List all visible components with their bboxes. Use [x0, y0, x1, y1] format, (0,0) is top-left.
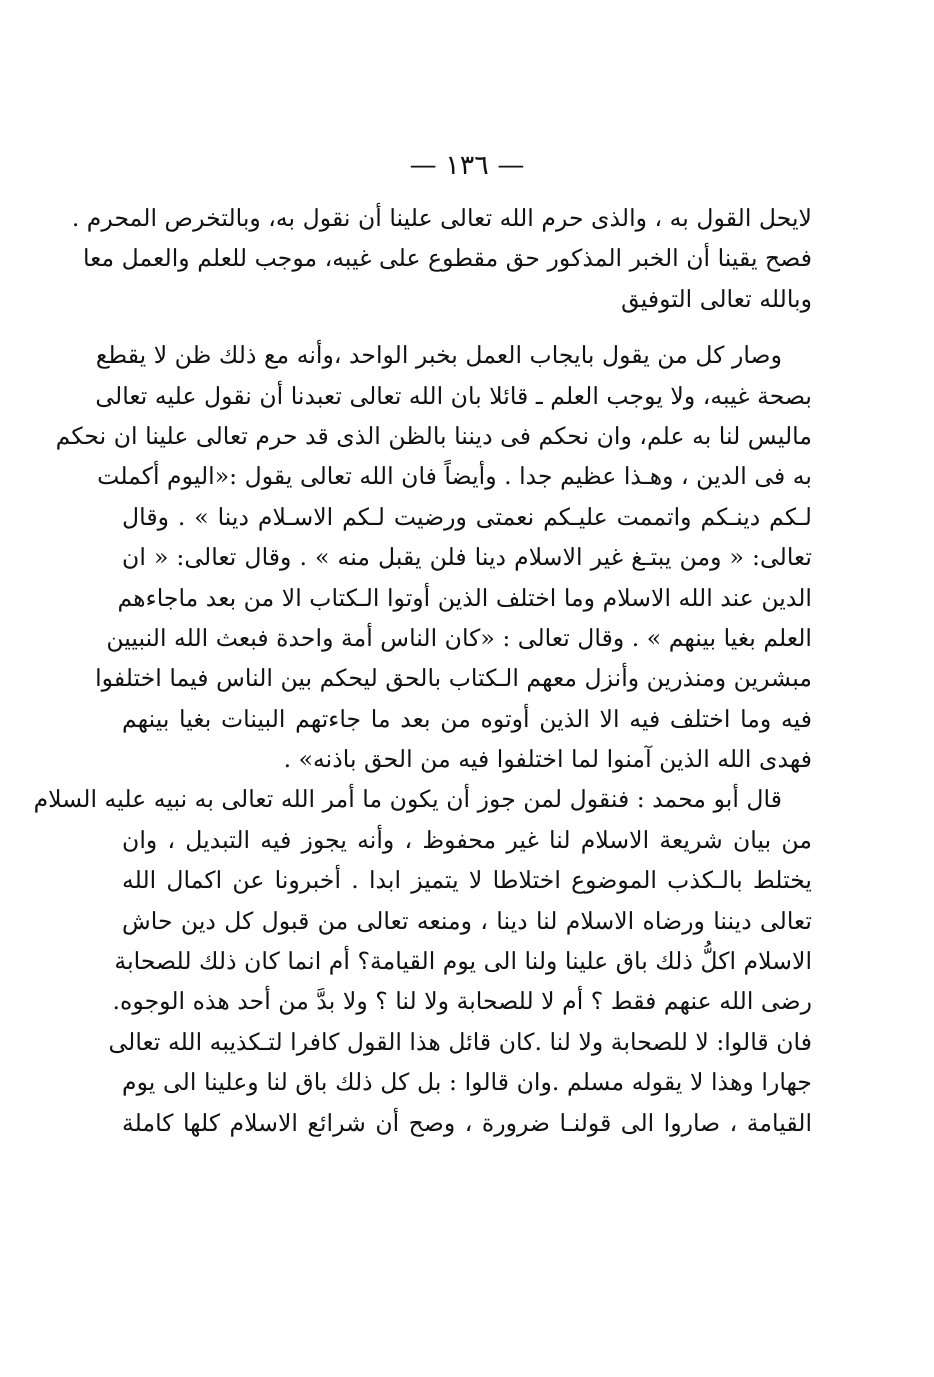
- text-line: القيامة ، صاروا الى قولنـا ضرورة ، وصح أن شرائع الاسلام كلها كاملة: [122, 1108, 812, 1137]
- text-line: فيه وما اختلف فيه الا الذين أوتوه من بعد ما جاءتهم البينات بغيا بينهم: [122, 704, 812, 733]
- text-line: يختلط بالـكذب الموضوع اختلاطا لا يتميز ابدا . أخبرونا عن اكمال الله: [122, 866, 812, 895]
- paragraph-2: [55, 335, 812, 779]
- text-line: لايحل القول به ، والذى حرم الله تعالى علينا أن نقول به، وبالتخرص المحرم .: [71, 204, 812, 232]
- text-line: وبالله تعالى التوفيق: [621, 284, 812, 313]
- text-line: بصحة غيبه، ولا يوجب العلم ـ قائلا بان الله تعالى تعبدنا أن نقول عليه تعالى: [95, 381, 812, 410]
- text-line: تعالى: « ومن يبتـغ غير الاسلام دينا فلن يقبل منه » . وقال تعالى: « ان: [122, 543, 812, 572]
- text-line: وصار كل من يقول بايجاب العمل بخبر الواحد ،وأنه مع ذلك ظن لا يقطع: [95, 341, 782, 370]
- text-line: لـكم دينـكم واتممت عليـكم نعمتى ورضيت لـكم الاسـلام دينا » . وقال: [122, 502, 812, 531]
- paragraph-1: [71, 198, 812, 319]
- text-line: رضى الله عنهم فقط ؟ أم لا للصحابة ولا لنا ؟ ولا بدَّ من أحد هذه الوجوه.: [112, 987, 812, 1016]
- text-line: قال أبو محمد : فنقول لمن جوز أن يكون ما أمر الله تعالى به نبيه عليه السلام: [33, 785, 782, 814]
- page-number: — ١٣٦ —: [409, 150, 525, 181]
- text-line: به فى الدين ، وهـذا عظيم جدا . وأيضاً فان الله تعالى يقول :«اليوم أكملت: [97, 462, 812, 491]
- text-line: الدين عند الله الاسلام وما اختلف الذين أوتوا الـكتاب الا من بعد ماجاءهم: [117, 583, 812, 612]
- text-line: مبشرين ومنذرين وأنزل معهم الـكتاب بالحق ليحكم بين الناس فيما اختلفوا: [95, 664, 812, 693]
- text-line: فصح يقينا أن الخبر المذكور حق مقطوع على غيبه، موجب للعلم والعمل معا: [82, 244, 812, 273]
- text-line: تعالى ديننا ورضاه الاسلام لنا دينا ، ومنعه تعالى من قبول كل دين حاش: [122, 906, 812, 935]
- paragraph-3: [33, 779, 812, 1143]
- text-line: فان قالوا: لا للصحابة ولا لنا .كان قائل هذا القول كافرا لتـكذيبه الله تعالى: [108, 1027, 812, 1056]
- text-line: الاسلام اكلُّ ذلك باق علينا ولنا الى يوم القيامة؟ أم انما كان ذلك للصحابة: [114, 947, 812, 976]
- text-line: ماليس لنا به علم، وان نحكم فى ديننا بالظن الذى قد حرم تعالى علينا ان نحكم: [55, 421, 812, 450]
- text-line: من بيان شريعة الاسلام لنا غير محفوظ ، وأنه يجوز فيه التبديل ، وان: [122, 825, 812, 854]
- text-line: فهدى الله الذين آمنوا لما اختلفوا فيه من الحق باذنه» .: [283, 745, 812, 774]
- text-line: جهارا وهذا لا يقوله مسلم .وان قالوا : بل كل ذلك باق لنا وعلينا الى يوم: [122, 1068, 812, 1097]
- text-line: العلم بغيا بينهم » . وقال تعالى : «كان الناس أمة واحدة فبعث الله النبيين: [106, 623, 812, 652]
- body-text: [33, 198, 812, 1143]
